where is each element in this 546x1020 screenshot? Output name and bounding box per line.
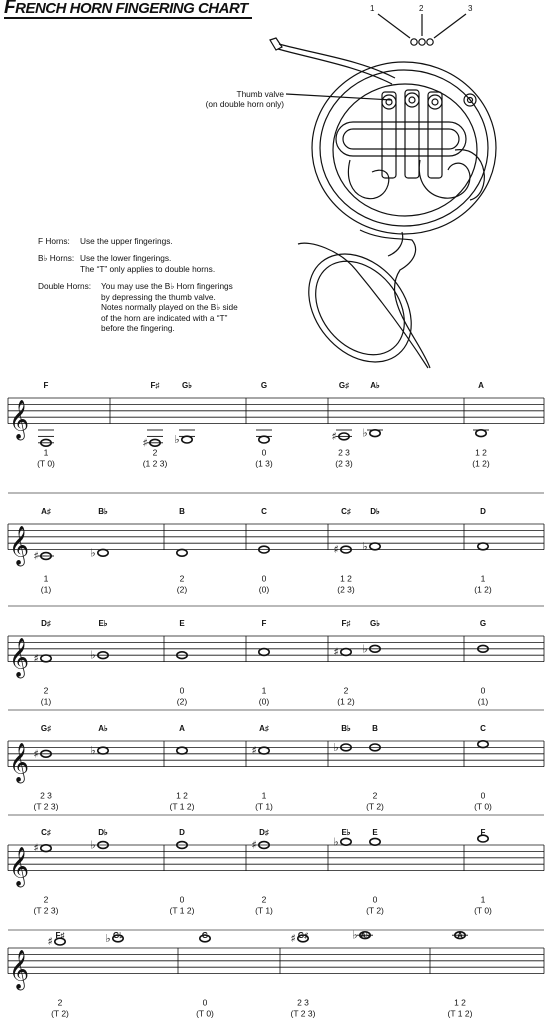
note-head [476,430,486,437]
fingering-lower: (T 0) [474,905,492,916]
fingering-upper: 1 2 [340,573,352,584]
note-name: D♯ [259,828,269,837]
sharp-icon: ♯ [331,429,337,443]
fingering-lower: (T 2 3) [33,905,59,916]
fingering-upper: 2 [343,685,349,696]
note-name: C♯ [41,828,51,837]
fingering-upper: 1 2 [176,790,188,801]
fingering-upper: 2 [43,685,49,696]
note-head [177,549,187,556]
fingering-upper: 0 [202,997,208,1008]
instruction-line: Use the upper fingerings. [80,236,173,246]
flat-icon: ♭ [362,642,368,656]
flat-icon: ♭ [362,426,368,440]
note-name: E♭ [98,619,108,628]
note-name: F [43,381,49,390]
note-name: D♭ [98,828,108,837]
note-name: B♭ [341,724,351,733]
note-head [370,430,380,437]
fingering-lower: (1 3) [255,458,273,469]
fingering-upper: 2 [57,997,63,1008]
note-name: B♭ [98,507,108,516]
valve-number-3: 3 [468,4,473,13]
instruction-line: of the horn are indicated with a “T” [101,312,228,323]
fingering-lower: (0) [258,584,270,595]
fingering-upper: 0 [480,685,486,696]
treble-clef-icon: 𝄞 [9,399,30,440]
note-name: G♭ [370,619,380,628]
flat-icon: ♭ [362,539,368,553]
fingering-upper: 0 [372,894,378,905]
note-name: B [179,507,185,516]
note-head [177,747,187,754]
fingering-upper: 1 [43,573,49,584]
fingering-upper: 1 [43,447,49,458]
note-name: A [457,931,463,940]
treble-clef-icon: 𝄞 [9,742,30,783]
note-name: G♯ [40,724,52,733]
horn-instructions [38,236,298,356]
note-head [259,747,269,754]
flat-icon: ♭ [352,928,358,942]
valve-number-1: 1 [370,4,375,13]
fingering-lower: (T 0) [196,1008,214,1019]
note-name: F♯ [150,381,160,390]
note-name: A♯ [41,507,51,516]
note-name: F♯ [55,931,65,940]
note-name: D♭ [370,507,380,516]
valve-number-2: 2 [419,4,424,13]
fingering-upper: 1 2 [475,447,487,458]
fingering-lower: (1 2) [337,696,355,707]
fingering-lower: (1 2 3) [142,458,168,469]
note-name: C [261,507,267,516]
note-name: G [260,381,268,390]
note-head [341,649,351,656]
note-name: A♭ [98,724,108,733]
sharp-icon: ♯ [33,747,39,761]
note-name: F [480,828,486,837]
flat-icon: ♭ [90,744,96,758]
fingering-upper: 2 3 [40,790,52,801]
note-name: A [179,724,185,733]
flat-icon: ♭ [90,648,96,662]
thumb-valve-line-1: Thumb valve [236,89,284,99]
note-name: D [480,507,486,516]
flat-icon: ♭ [90,546,96,560]
fingering-lower: (1 2) [474,584,492,595]
instruction-line: before the fingering. [101,323,175,334]
thumb-valve-line-2: (on double horn only) [205,99,284,109]
fingering-lower: (T 2) [51,1008,69,1019]
sharp-icon: ♯ [33,841,39,855]
fingering-upper: 1 [480,573,486,584]
note-name: A♯ [259,724,269,733]
note-head [41,655,51,662]
sharp-icon: ♯ [333,645,339,659]
note-head [182,436,192,443]
fingering-lower: (1) [40,584,52,595]
note-head [370,838,380,845]
note-head [98,747,108,754]
fingering-upper: 2 [372,790,378,801]
instruction-key: Double Horns: [38,281,92,291]
sharp-icon: ♯ [251,838,257,852]
fingering-upper: 2 3 [297,997,309,1008]
instruction-line: You may use the B♭ Horn fingerings [101,281,233,291]
note-head [341,838,351,845]
fingering-lower: (2 3) [335,458,353,469]
treble-clef-icon: 𝄞 [9,846,30,887]
treble-clef-icon: 𝄞 [9,525,30,566]
fingering-lower: (T 1) [255,801,273,812]
fingering-upper: 1 [261,685,267,696]
instruction-line: by depressing the thumb valve. [101,291,216,302]
instruction-line: Notes normally played on the B♭ side [101,302,238,313]
fingering-lower: (T 1 2) [169,905,195,916]
note-name: E [372,828,378,837]
note-name: A♭ [370,381,380,390]
fingering-upper: 0 [261,573,267,584]
note-name: E [179,619,185,628]
note-name: G♯ [338,381,350,390]
note-name: F♯ [341,619,351,628]
flat-icon: ♭ [105,931,111,945]
fingering-lower: (2 3) [337,584,355,595]
note-name: G [201,931,209,940]
sharp-icon: ♯ [47,935,53,949]
fingering-upper: 1 [261,790,267,801]
note-name: G♭ [113,931,123,940]
fingering-upper: 1 2 [454,997,466,1008]
note-name: B [372,724,378,733]
fingering-upper: 2 [43,894,49,905]
note-name: G♯ [297,931,309,940]
note-name: D♯ [41,619,51,628]
fingering-lower: (1) [40,696,52,707]
note-name: G♭ [182,381,192,390]
fingering-lower: (T 2) [366,801,384,812]
note-head [41,845,51,852]
note-name: D [179,828,185,837]
fingering-lower: (T 1 2) [447,1008,473,1019]
instruction-key: B♭ Horns: [38,253,75,263]
note-name: E♭ [341,828,351,837]
fingering-upper: 2 [179,573,185,584]
sharp-icon: ♯ [33,651,39,665]
fingering-lower: (T 1 2) [169,801,195,812]
treble-clef-icon: 𝄞 [9,949,30,990]
instruction-line: The “T” only applies to double horns. [80,263,216,274]
note-name: A [478,381,484,390]
fingering-lower: (T 2 3) [33,801,59,812]
sharp-icon: ♯ [142,436,148,450]
sharp-icon: ♯ [33,549,39,563]
note-head [98,549,108,556]
title-initial: F [4,0,16,18]
sharp-icon: ♯ [290,931,296,945]
note-head [370,543,380,550]
fingering-upper: 0 [179,894,185,905]
fingering-upper: 2 3 [338,447,350,458]
fingering-lower: (2) [176,584,188,595]
note-head [259,436,269,443]
instruction-key: F Horns: [38,236,70,246]
fingering-upper: 2 [152,447,158,458]
fingering-lower: (1) [477,696,489,707]
treble-clef-icon: 𝄞 [9,637,30,678]
fingering-lower: (0) [258,696,270,707]
flat-icon: ♭ [333,835,339,849]
title-rest: RENCH HORN FINGERING CHART [15,0,248,17]
note-name: C♯ [341,507,351,516]
sharp-icon: ♯ [333,543,339,557]
fingering-staves [0,375,546,1020]
note-name: C [480,724,486,733]
fingering-upper: 0 [261,447,267,458]
fingering-lower: (T 1) [255,905,273,916]
fingering-lower: (T 0) [37,458,55,469]
fingering-lower: (T 2 3) [290,1008,316,1019]
note-name: G [479,619,487,628]
fingering-lower: (1 2) [472,458,490,469]
note-head [259,649,269,656]
instruction-line: Use the lower fingerings. [80,253,172,263]
flat-icon: ♭ [90,838,96,852]
flat-icon: ♭ [333,740,339,754]
fingering-lower: (T 0) [474,801,492,812]
note-name: F [261,619,267,628]
fingering-upper: 1 [480,894,486,905]
flat-icon: ♭ [174,433,180,447]
note-name: A♭ [360,931,370,940]
sharp-icon: ♯ [251,744,257,758]
note-head [478,741,488,748]
fingering-lower: (T 2) [366,905,384,916]
note-head [478,543,488,550]
fingering-upper: 0 [179,685,185,696]
fingering-lower: (2) [176,696,188,707]
fingering-upper: 0 [480,790,486,801]
fingering-upper: 2 [261,894,267,905]
